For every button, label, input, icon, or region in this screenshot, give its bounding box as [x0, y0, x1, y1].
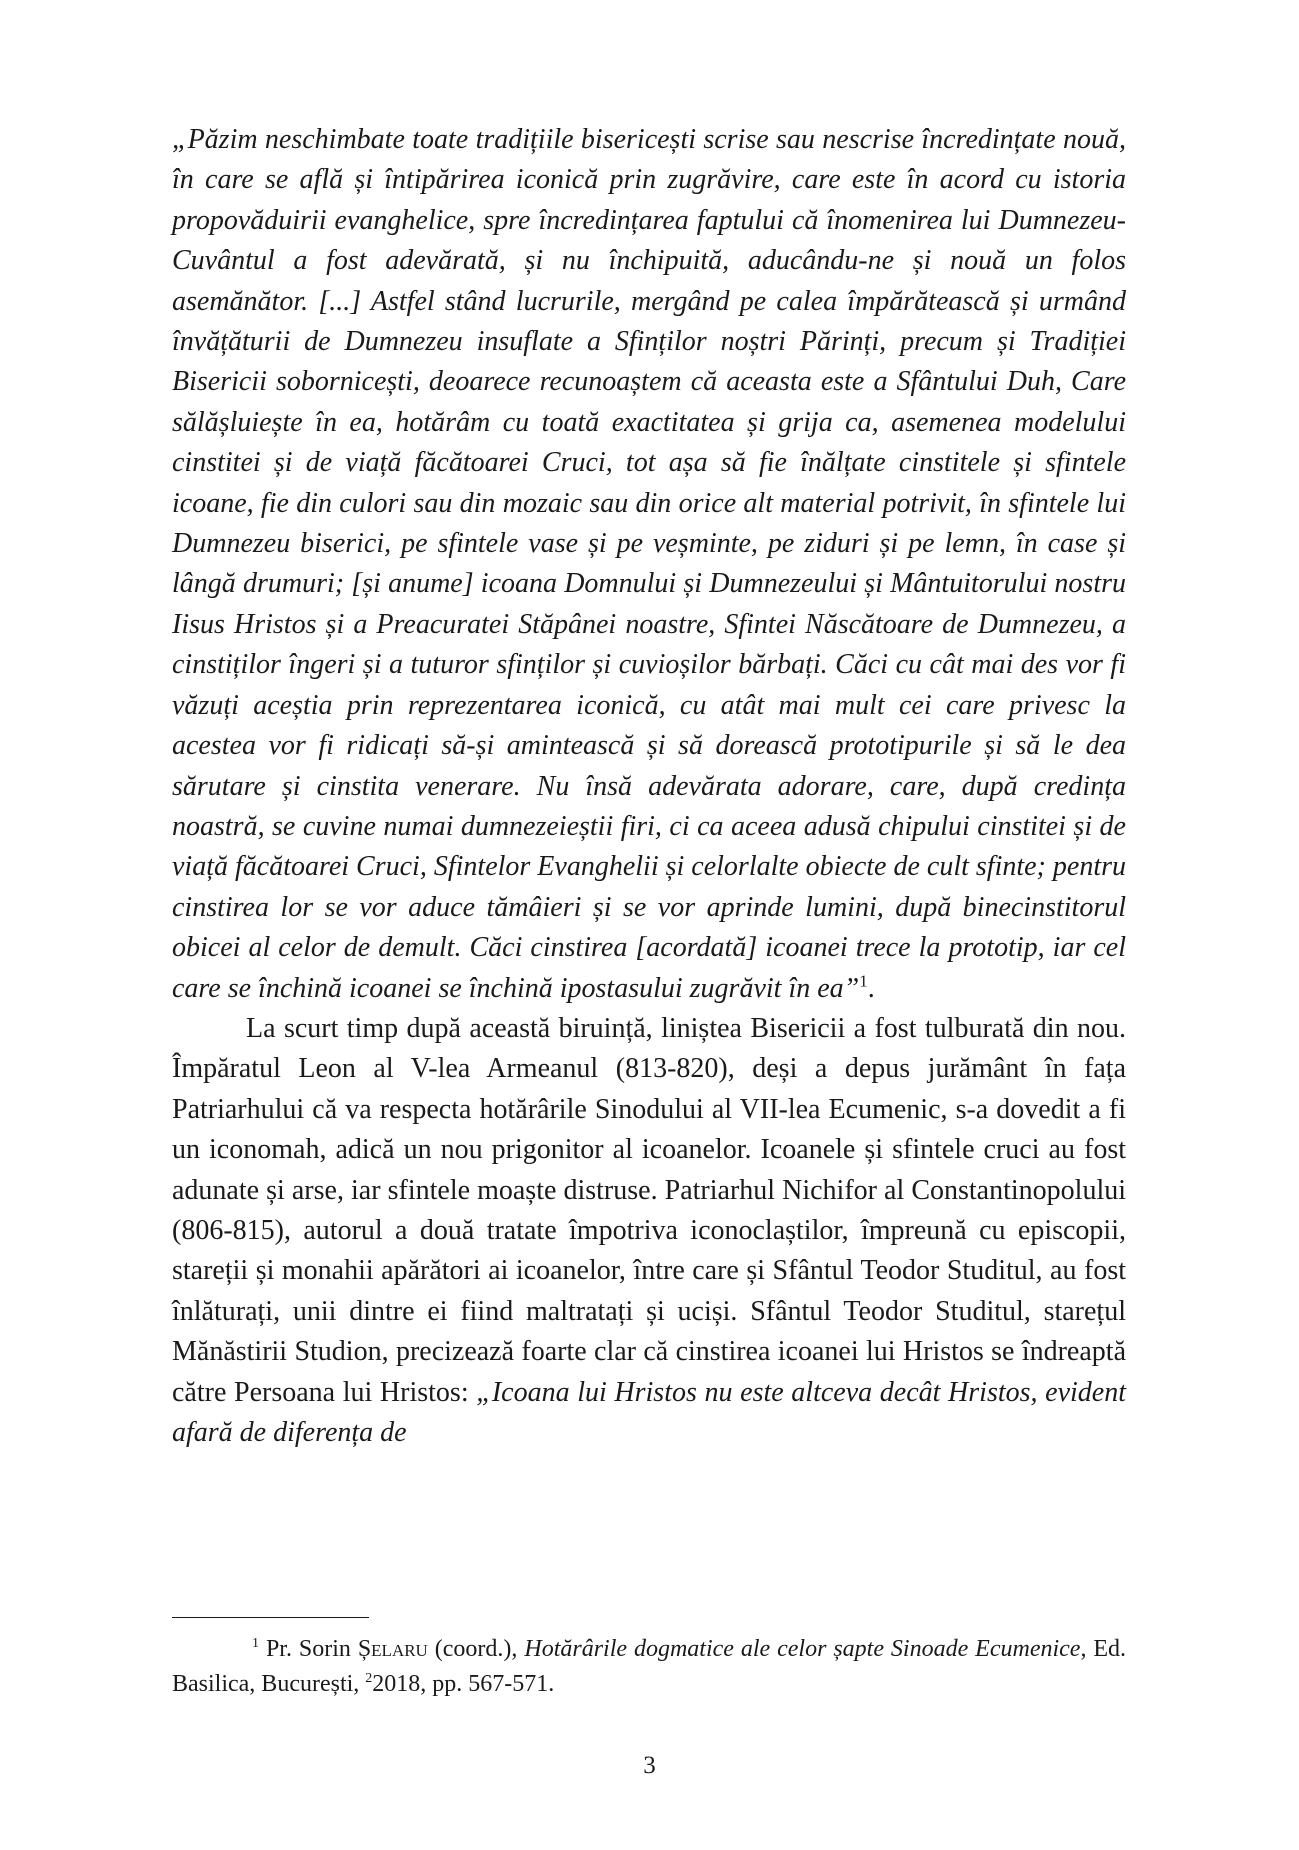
- footnote-publisher: , Ed. Basilica, București,: [172, 1636, 1127, 1697]
- body-paragraph: [172, 1009, 1126, 1453]
- quote-end-punctuation: .: [867, 972, 875, 1004]
- footnote-author-prefix: Pr. Sorin: [265, 1636, 351, 1662]
- footnote-author-surname: Șelaru: [357, 1636, 428, 1662]
- paragraph-text: La scurt timp după această biruință, liniștea Bisericii a fost tulburată din nou. Împăratul Leon al V-lea Armeanul (813-820), deși a depus jurământ în fața Patriarhului că va respecta hotărârile Sinodului al VII-lea Ecumenic, s-a dovedit a fi un iconomah, adică un nou prigonitor al icoanelor. Icoanele și sfintele cruci au fost adunate și arse, iar sfintele moaște distruse. Patriarhul Nichifor al Constantinopolului (806-815), autorul a două tratate împotriva iconoclaștilor, împreună cu episcopii, stareții și monahii apărători ai icoanelor, între care și Sfântul Teodor Studitul, au fost înlăturați, unii dintre ei fiind maltratați și uciși. Sfântul Teodor Studitul, starețul Mănăstirii Studion, precizează foarte clar că cinstirea icoanei lui Hristos se îndreaptă către Persoana lui Hristos:: [172, 1012, 1126, 1408]
- footnote-year-pages: 2018, pp. 567-571.: [372, 1671, 555, 1697]
- page-number: 3: [643, 1752, 656, 1779]
- quote-text: „Păzim neschimbate toate tradițiile bisericești scrise sau nescrise încredințate nouă, în care se află și întipărirea iconică prin zugrăvire, care este în acord cu istoria propovăduirii evanghelice, spre încredințarea faptului că înomenirea lui Dumnezeu-Cuvântul a fost adevărată, și nu închipuită, aducându-ne și nouă un folos asemănător. [...] Astfel stând lucrurile, mergând pe calea împărătească și urmând învățăturii de Dumnezeu insuflate a Sfinților noștri Părinți, precum și Tradiției Bisericii sobornicești, deoarece recunoaștem că aceasta este a Sfântului Duh, Care sălășluiește în ea, hotărâm cu toată exactitatea și grija ca, asemenea modelului cinstitei și de viață făcătoarei Cruci, tot așa să fie înălțate cinstitele și sfintele icoane, fie din culori sau din mozaic sau din orice alt material potrivit, în sfintele lui Dumnezeu biserici, pe sfintele vase și pe veșminte, pe ziduri și pe lemn, în case și lângă drumuri; [și anume] icoana Domnului și Dumnezeului și Mântuitorului nostru Iisus Hristos și a Preacuratei Stăpânei noastre, Sfintei Născătoare de Dumnezeu, a cinstiților îngeri și a tuturor sfinților și cuvioșilor bărbați. Căci cu cât mai des vor fi văzuți aceștia prin reprezentarea iconică, cu atât mai mult cei care privesc la acestea vor fi ridicați să-și amintească și să dorească prototipurile și să le dea sărutare și cinstita venerare. Nu însă adevărata adorare, care, după credința noastră, se cuvine numai dumnezeieștii firi, ci ca aceea adusă chipului cinstitei și de viață făcătoarei Cruci, Sfintelor Evanghelii și celorlalte obiecte de cult sfinte; pentru cinstirea lor se vor aduce tămâieri și se vor aprinde lumini, după binecinstitorul obicei al celor de demult. Căci cinstirea [acordată] icoanei trece la prototip, iar cel care se închină icoanei se închină ipostasului zugrăvit în ea”: [172, 124, 1126, 1004]
- council-quote: [172, 120, 1126, 1009]
- footnote-reference[interactable]: 1: [859, 971, 868, 991]
- footnote-separator: [172, 1617, 369, 1618]
- page-body: [172, 120, 1126, 1453]
- paragraph-italic-quote: „Icoana lui Hristos nu este altceva decât Hristos, evident afară de diferența de: [172, 1376, 1127, 1448]
- footnote-number: 1: [252, 1636, 259, 1651]
- footnote: [172, 1632, 1126, 1702]
- footnote-edition: 2: [365, 1671, 373, 1686]
- footnote-title: Hotărârile dogmatice ale celor șapte Sinoade Ecumenice: [524, 1636, 1081, 1662]
- footnote-author-suffix: (coord.),: [434, 1636, 518, 1662]
